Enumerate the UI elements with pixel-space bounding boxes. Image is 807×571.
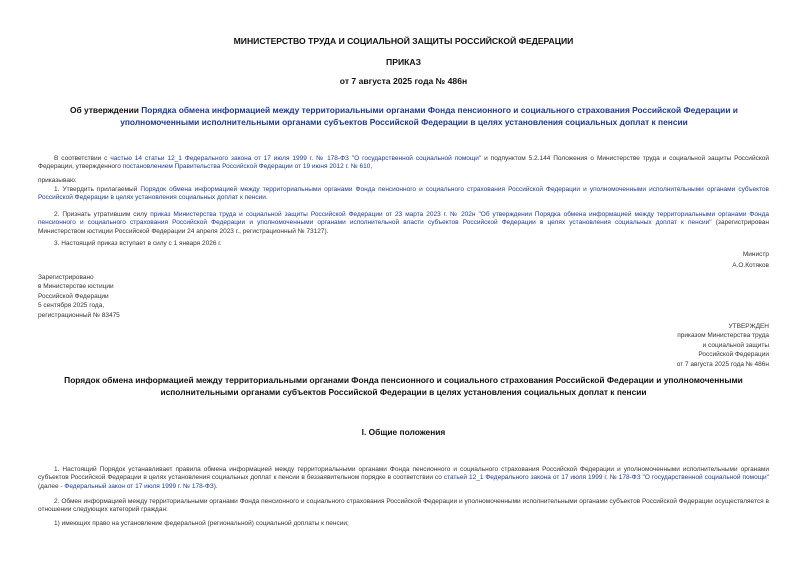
item-1-end: . [265, 194, 268, 202]
doc-type-heading: ПРИКАЗ [386, 57, 421, 67]
preamble-decree-link[interactable]: постановлением Правительства Российской Федерации от 19 июня 2012 г. № 610 [122, 163, 371, 171]
item-2-text: 2. Признать утратившим силу [54, 211, 151, 218]
item-1-text: 1. Утвердить прилагаемый [54, 186, 141, 193]
order-word: приказываю: [38, 177, 77, 184]
approved-line-1: УТВЕРЖДЕН [728, 323, 769, 330]
item-2-end: (зарегистрирован Министерством юстиции Российской Федерации 24 апреля 2023 г., регистрационный № 73127). [38, 219, 769, 235]
section-1-item-1 [38, 466, 769, 491]
s1-item-1-text: 1. Настоящий Порядок устанавливает правила обмена информацией между территориальными органами Фонда пенсионного и социального страхования Российской Федерации и уполномоченными исполнительными органами субъектов Российской Федерации в целях установления социальных доплат к пенсии в беззаявительном порядке в соответствии со [38, 466, 769, 482]
approved-block [677, 322, 769, 369]
approved-line-3: и социальной защиты [702, 341, 769, 349]
preamble-text-2: и подпунктом 5.2.144 Положения о Министерстве труда и социальной защиты Российской Федерации, утвержденного [38, 155, 769, 171]
approved-line-2: приказом Министерства труда [677, 332, 769, 340]
registration-line-4: 5 сентября 2025 года, [38, 302, 105, 310]
order-date-number: от 7 августа 2025 года № 486н [339, 76, 468, 86]
ministry-heading: МИНИСТЕРСТВО ТРУДА И СОЦИАЛЬНОЙ ЗАЩИТЫ РОССИЙСКОЙ ФЕДЕРАЦИИ [233, 36, 574, 46]
order-title [34, 104, 774, 128]
preamble-text-1: В соответствии с [54, 155, 111, 162]
preamble-law-link[interactable]: частью 14 статьи 12_1 Федерального закона от 17 июля 1999 г. № 178-ФЗ "О государственной социальной помощи" [110, 155, 482, 162]
approved-line-5: от 7 августа 2025 года № 486н [676, 360, 769, 368]
item-2-order-link[interactable]: приказ Министерства труда и социальной защиты Российской Федерации от 23 марта 2023 г. № 202н "Об утверждении Порядка обмена информацией между территориальными органами Фонда пенсионного и социального страхования Российской Федерации и уполномоченными органами исполнительной власти субъектов Российской Федерации в целях установления социальных доплат к пенсии" [38, 211, 769, 227]
preamble-text-3: , [370, 163, 373, 171]
signature-name: А.О.Котяков [732, 262, 769, 269]
procedure-title: Порядок обмена информацией между территориальными органами Фонда пенсионного и социального страхования Российской Федерации и уполномоченными исполнительными органами субъектов Российской Федерации в целях установления социальных доплат к пенсии [64, 375, 743, 397]
s1-item-1-mid: (далее - [38, 482, 65, 490]
registration-line-2: в Министерстве юстиции [38, 283, 114, 291]
registration-block [38, 273, 120, 320]
s1-item-1-law-short-link[interactable]: Федеральный закон от 17 июля 1999 г. № 178-ФЗ [64, 482, 214, 490]
registration-line-5: регистрационный № 83475 [38, 311, 120, 319]
item-1-procedure-link[interactable]: Порядок обмена информацией между территориальными органами Фонда пенсионного и социального страхования Российской Федерации и уполномоченными исполнительными органами субъектов Российской Федерации в целях установления социальных доплат к пенсии [38, 186, 769, 202]
order-item-3: 3. Настоящий приказ вступает в силу с 1 января 2026 г. [54, 240, 222, 247]
registration-line-1: Зарегистрировано [38, 274, 94, 281]
section-1-item-2: 2. Обмен информацией между территориальными органами Фонда пенсионного и социального страхования Российской Федерации и уполномоченными исполнительными органами субъектов Российской Федерации осуществляется в отношении следующих категорий граждан: [38, 498, 769, 514]
section-1-item-2-1: 1) имеющих право на установление федеральной (региональной) социальной доплаты к пенсии; [54, 520, 349, 527]
signature-position: Министр [742, 251, 769, 258]
s1-item-1-law-link[interactable]: статьей 12_1 Федерального закона от 17 июля 1999 г. № 178-ФЗ "О государственной социальной помощи" [443, 474, 769, 482]
order-title-link[interactable]: Порядка обмена информацией между территориальными органами Фонда пенсионного и социального страхования Российской Федерации и уполномоченными исполнительными органами субъектов Российской Федерации в целях установления социальных доплат к пенсии [120, 105, 738, 127]
order-title-prefix: Об утверждении [70, 105, 142, 115]
registration-line-3: Российской Федерации [38, 292, 109, 300]
order-item-1 [38, 186, 769, 203]
order-item-2 [38, 211, 769, 236]
s1-item-1-end: ). [213, 482, 218, 490]
approved-line-4: Российской Федерации [698, 351, 769, 359]
preamble [38, 155, 769, 172]
section-1-heading: I. Общие положения [361, 427, 446, 437]
